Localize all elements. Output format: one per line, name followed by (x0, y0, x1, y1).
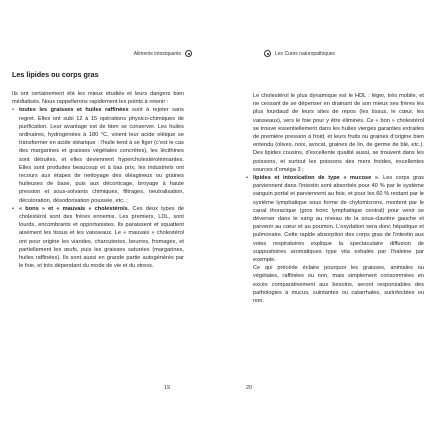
book-logo-icon (185, 50, 192, 57)
section-title: Les lipides ou corps gras (12, 70, 99, 79)
bullet-icon: • (12, 205, 14, 212)
bullet-cholesterol-text: . Ces deux types de cholestérol sont des frères ennemis. Les premiers, LDL, sont lourds, encombrants et opportunistes. Ils paraissent et squattent aisément les tissus et les vaisseaux. Le « mauvais » cholestérol ont pour origine les viandes, charcuteries, beurres, fromages, et partiellement les œufs, puis les graisses saturées (margarines, huiles raffinées). Ils sont aussi en grande partie autogénérés par le foie, et très dépendant du mode de vie et du stress. (19, 205, 184, 270)
bullet-refined-oils-lead: toutes les graisses et huiles raffinées (19, 107, 129, 114)
bullet-icon: • (246, 175, 248, 182)
bullet-mucose-lead: lipides et intoxication de type « mucose » (253, 175, 378, 182)
bullet-cholesterol (12, 205, 184, 271)
bullet-mucose (246, 174, 424, 264)
left-text-column (12, 90, 184, 270)
left-page-number: 19 (164, 385, 171, 391)
right-page-number: 20 (246, 385, 253, 391)
bullet-refined-oils (12, 106, 184, 204)
conclusion-paragraph: Ce qui précède éclaire pourquoi les graisses, animales ou végétales, raffinées ou non, mais simplement consommées en excès comparativement aux besoins, seront responsables des pathologies à mucus, suintantes ou catarrhales, surinfectées ou non. (253, 265, 424, 305)
right-page (216, 0, 431, 431)
bullet-mucose-text: . Les corps gras parviennent dans l’intestin sont absorbés pour 40 % par le système sanguin portal et parviennent au foie, et pour les 60 % restant par le système lymphatique sous forme de chylomicrons, montent par le canal thoracique (gros tronc lymphatique central) pour venir se déverser dans le sang au niveau de la sous-clavière gauche et parvenir au cœur et au poumon. L’oxydation sera donc hépatique et pulmonaire. Cette rapide absorption des corps gras de l’intestin aux voies respiratoires explique la spectaculaire diffusion de suppositoires aromatiques type vita exhalés par l’haleine par exemple. (253, 175, 424, 264)
bullet-icon: • (12, 107, 14, 114)
hdl-paragraph: Le cholestérol le plus dynamique est le HDL : léger, très mobile, et ne cessant de se dépenser en drainant de son mieux ses frères les plus lourdaud de leurs sites de repos (les tissus, le cœur, les vaisseaux), vers le foie pour y être éliminés. Ce « bon » cholestérol se trouve essentiellement dans les huiles vierges garanties extraites de première pression à froid, et leurs fruits ou graines d’origine bien entendu (olives, noix, avocat, graines de lin, de germe de blé, etc.). Des lipides cousins, d’excellente qualité aussi, se trouvent dans les poissons, et surtout les poissons des mers froides, excellentes sources d’oméga 3 ; (253, 93, 424, 173)
right-running-header (264, 50, 335, 57)
bullet-refined-oils-text: sont à rejeter sans regret. Elles ont subi 12 à 15 opérations physico-chimiques de purification. Leur avantage est de bien se conserver. Les huiles ordinaires, hydrogénées à 180 °C, voient leur acide oléique se transformer en acide stéarique : l’huile tend à se figer (c’est le cas des margarines et graisses végétales concrètes), les lécithines sont détruites, et elles deviennent hypercholestérolémiantes. Elles sont produites beaucoup et à bas prix, les industriels ont recours aux étapes de nettoyage des oléagineux ou graines huileuses de base, puis aux décorticage, broyage à haute pression et sous-solvants chimiques, filtrages, neutralisation, décoloration, désodorisation poussée, etc. ; (19, 107, 184, 204)
left-running-header (134, 50, 192, 57)
intro-paragraph: Ils ont certainement été les mieux étudiés et leurs dangers bien médiatisés. Nous rappellerons rapidement les points à retenir : (12, 91, 184, 106)
right-running-head-text: Les Cures naturopathiques (275, 50, 336, 57)
book-logo-icon (264, 50, 271, 57)
right-text-column (246, 92, 424, 305)
left-running-head-text: Aliments intoxiquants (133, 50, 181, 57)
bullet-cholesterol-lead: « bons » et « mauvais » cholestérols (19, 205, 128, 212)
